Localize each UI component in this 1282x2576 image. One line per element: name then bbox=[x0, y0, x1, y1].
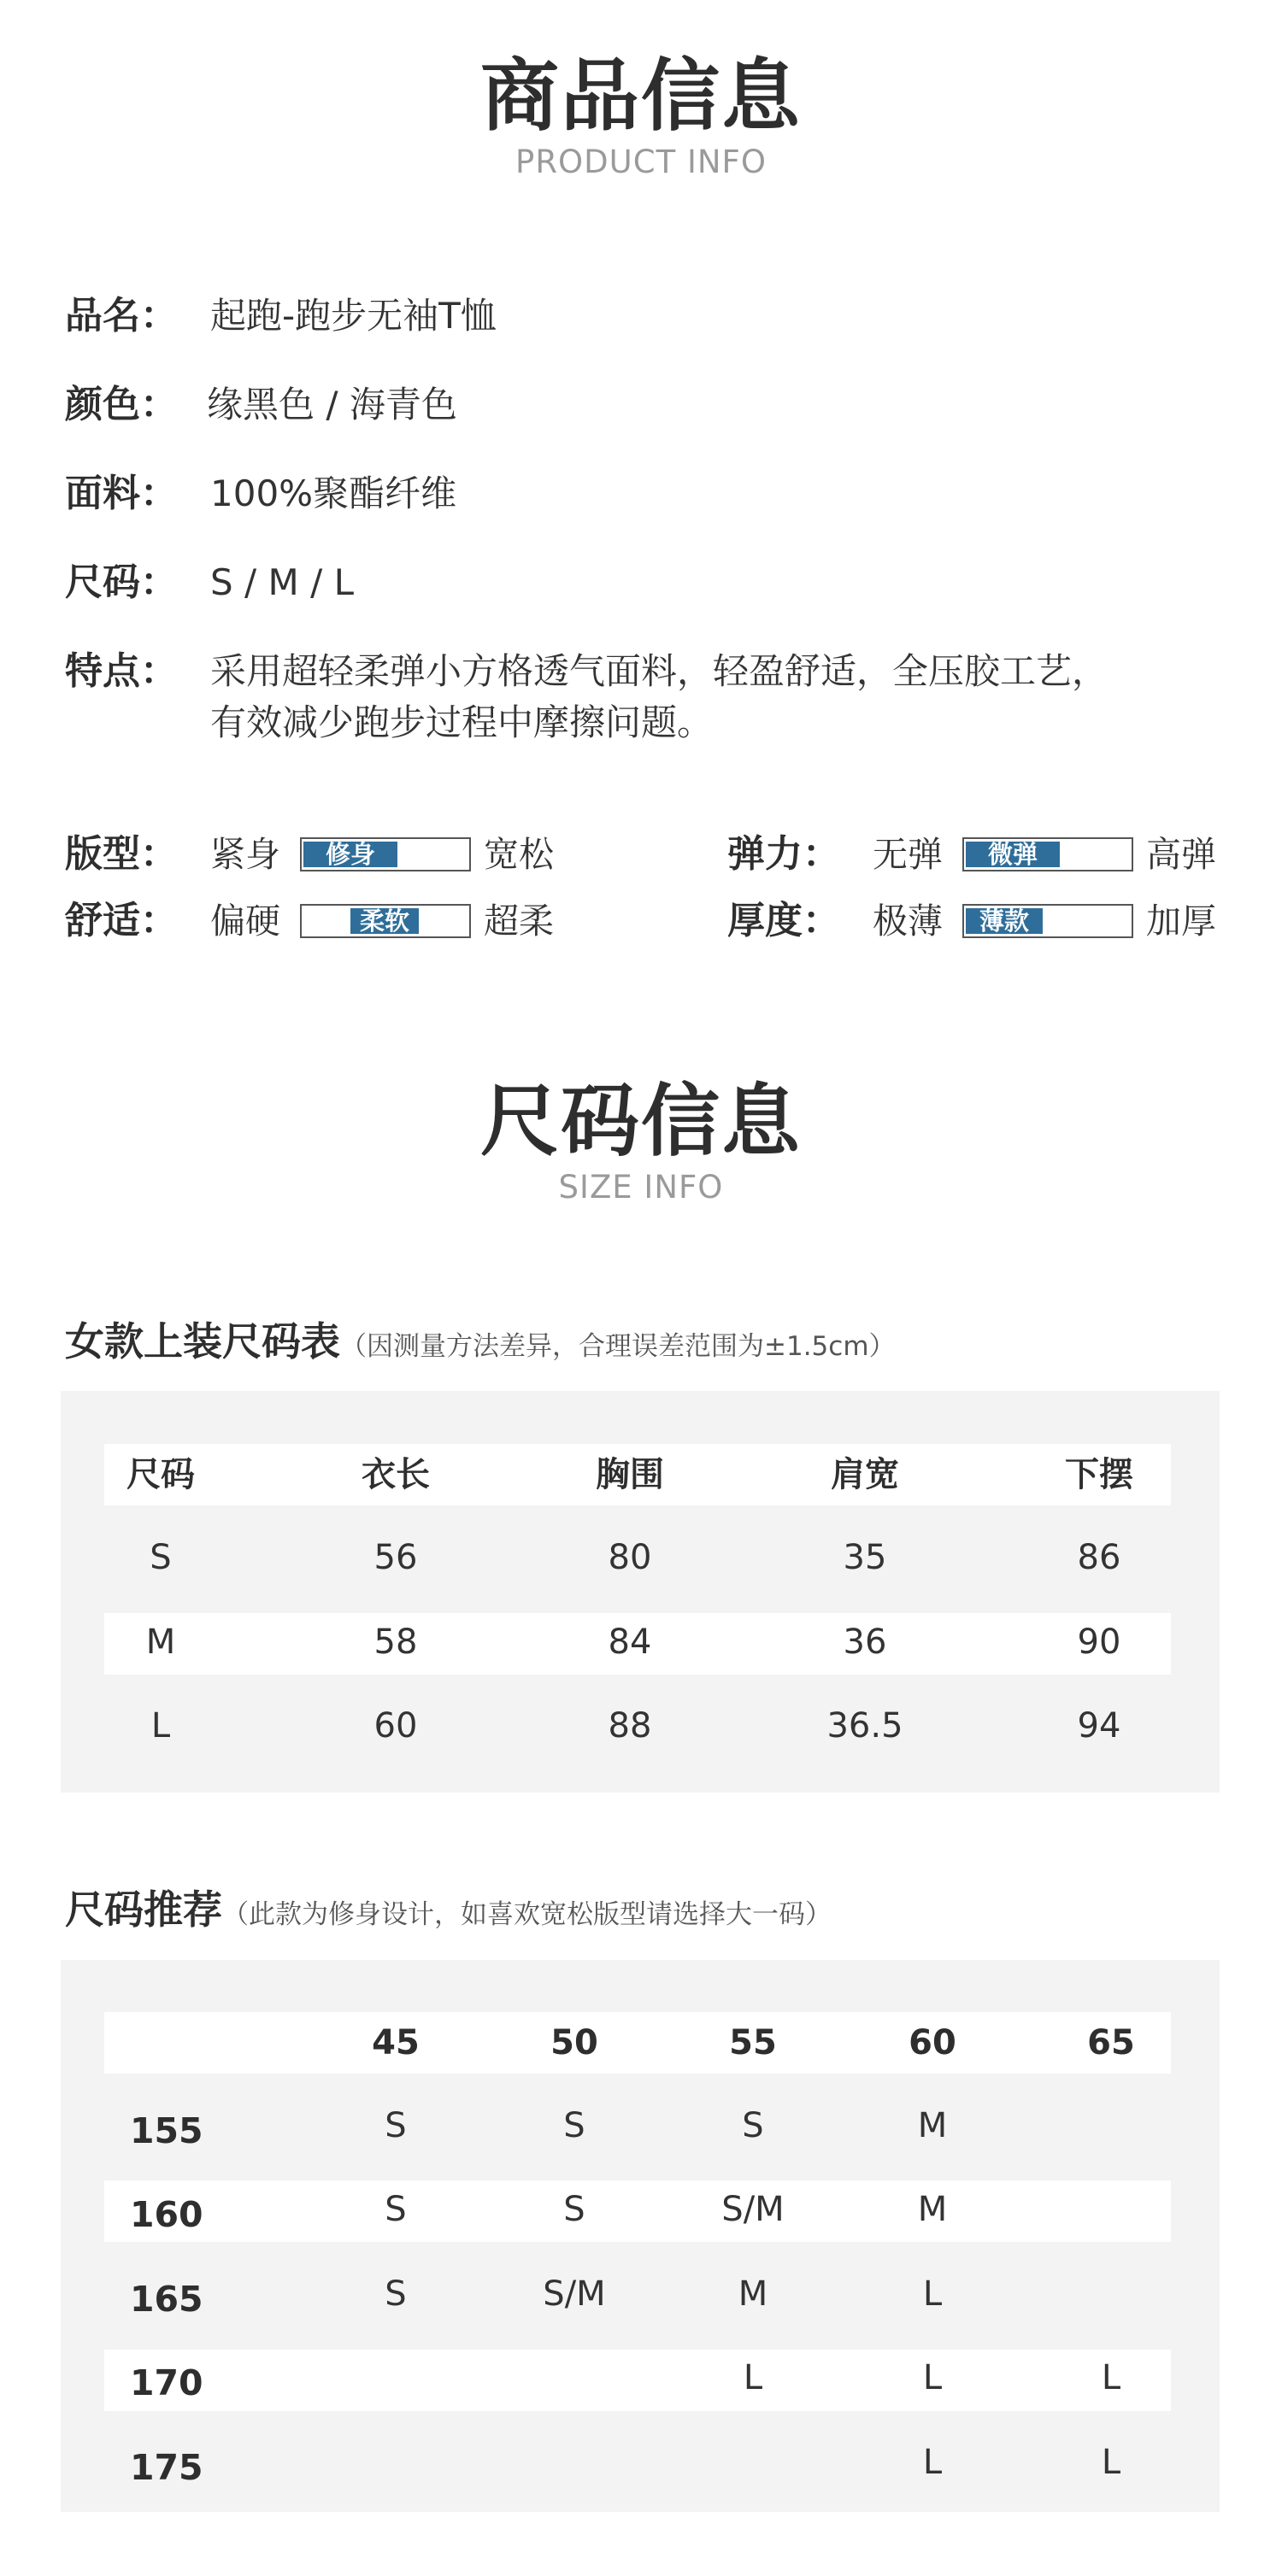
features-label: 特点： bbox=[65, 649, 178, 693]
comfort-scale-marker: 柔软 bbox=[350, 908, 419, 934]
recommend-size-cell: S/M bbox=[543, 2274, 606, 2314]
size-table-cell: L bbox=[150, 1706, 171, 1746]
recommend-table-header-cell: 65 bbox=[1087, 2023, 1135, 2063]
product-info-subtitle: PRODUCT INFO bbox=[515, 144, 767, 180]
fit-label: 版型： bbox=[65, 832, 178, 876]
fabric-label: 面料： bbox=[65, 472, 178, 515]
elasticity-left-word: 无弹 bbox=[873, 834, 943, 875]
size-table-cell: M bbox=[145, 1622, 176, 1662]
recommend-size-cell: S bbox=[563, 2106, 585, 2145]
thickness-scale-marker: 薄款 bbox=[966, 908, 1043, 934]
thickness-right-word: 加厚 bbox=[1146, 901, 1216, 942]
size-table-cell: 58 bbox=[373, 1622, 418, 1662]
comfort-right-word: 超柔 bbox=[484, 901, 554, 942]
fit-scale-bar bbox=[300, 837, 471, 871]
size-table-header-cell: 尺码 bbox=[126, 1455, 195, 1494]
color-value: 缘黑色 / 海青色 bbox=[207, 384, 457, 425]
size-table-cell: 86 bbox=[1077, 1538, 1121, 1577]
size-table-cell: 84 bbox=[608, 1622, 652, 1662]
fit-right-word: 宽松 bbox=[484, 834, 554, 875]
recommend-size-cell: S bbox=[742, 2106, 764, 2145]
size-value: S / M / L bbox=[210, 561, 354, 603]
size-table-header-cell: 下摆 bbox=[1065, 1455, 1133, 1494]
comfort-scale-bar bbox=[300, 904, 471, 938]
size-table-cell: 36 bbox=[843, 1622, 887, 1662]
fit-left-word: 紧身 bbox=[210, 834, 280, 875]
recommend-size-cell: L bbox=[1101, 2443, 1121, 2482]
size-info-title: 尺码信息 bbox=[479, 1076, 802, 1167]
thickness-scale-bar bbox=[962, 904, 1133, 938]
recommend-table-header-cell: 45 bbox=[372, 2023, 420, 2063]
size-table-cell: 90 bbox=[1077, 1622, 1121, 1662]
size-label: 尺码： bbox=[65, 560, 178, 604]
size-table-cell: 80 bbox=[608, 1538, 652, 1577]
recommend-size-cell: S bbox=[385, 2274, 407, 2314]
recommend-size-cell: S bbox=[563, 2190, 585, 2229]
recommend-table-header-cell: 50 bbox=[550, 2023, 598, 2063]
recommend-height-cell: 155 bbox=[130, 2110, 203, 2151]
size-table-note: （因测量方法差异，合理误差范围为±1.5cm） bbox=[340, 1331, 896, 1362]
recommend-size-cell: L bbox=[743, 2358, 763, 2397]
size-table-header-cell: 肩宽 bbox=[831, 1455, 899, 1494]
product-name-value: 起跑-跑步无袖T恤 bbox=[210, 295, 497, 337]
recommend-size-cell: S bbox=[385, 2190, 407, 2229]
size-info-heading bbox=[0, 1075, 1282, 1206]
recommend-size-cell: L bbox=[922, 2358, 943, 2397]
recommend-size-cell: S/M bbox=[721, 2190, 785, 2229]
size-table-header-cell: 衣长 bbox=[362, 1455, 430, 1494]
size-table-cell: 60 bbox=[373, 1706, 418, 1746]
thickness-left-word: 极薄 bbox=[873, 901, 943, 942]
recommend-size-cell: M bbox=[917, 2106, 948, 2145]
recommend-height-cell: 165 bbox=[130, 2279, 203, 2320]
recommend-size-cell: L bbox=[1101, 2358, 1121, 2397]
elasticity-scale-bar bbox=[962, 837, 1133, 871]
size-table-title-text: 女款上装尺码表 bbox=[65, 1318, 340, 1364]
size-table-cell: 35 bbox=[843, 1538, 887, 1577]
recommend-table-header-cell: 55 bbox=[729, 2023, 777, 2063]
recommend-height-cell: 160 bbox=[130, 2194, 203, 2235]
size-table-cell: 56 bbox=[373, 1538, 418, 1577]
size-table-cell: 36.5 bbox=[826, 1706, 903, 1746]
elasticity-right-word: 高弹 bbox=[1146, 834, 1216, 875]
size-table-cell: S bbox=[150, 1538, 172, 1577]
product-name-label: 品名： bbox=[65, 294, 178, 337]
product-info-heading bbox=[0, 50, 1282, 181]
comfort-label: 舒适： bbox=[65, 899, 178, 942]
size-info-subtitle: SIZE INFO bbox=[558, 1169, 724, 1206]
size-table-cell: 94 bbox=[1077, 1706, 1121, 1746]
color-label: 颜色： bbox=[65, 383, 178, 426]
size-table-title bbox=[65, 1316, 896, 1372]
fit-scale-marker: 修身 bbox=[303, 842, 397, 867]
product-info-title: 商品信息 bbox=[479, 50, 802, 142]
recommend-size-cell: S bbox=[385, 2106, 407, 2145]
recommend-table-header-cell: 60 bbox=[909, 2023, 956, 2063]
comfort-left-word: 偏硬 bbox=[210, 901, 280, 942]
elasticity-label: 弹力： bbox=[727, 832, 840, 876]
recommend-size-cell: L bbox=[922, 2274, 943, 2314]
recommend-size-cell: M bbox=[917, 2190, 948, 2229]
recommend-table-stripe-row bbox=[104, 2350, 1171, 2411]
recommend-height-cell: 170 bbox=[130, 2362, 203, 2403]
recommend-table-note: （此款为修身设计，如喜欢宽松版型请选择大一码） bbox=[222, 1899, 832, 1930]
features-value-line2: 有效减少跑步过程中摩擦问题。 bbox=[210, 701, 714, 743]
elasticity-scale-marker: 微弹 bbox=[966, 842, 1060, 867]
recommend-table-title bbox=[65, 1884, 832, 1940]
features-value-line1: 采用超轻柔弹小方格透气面料，轻盈舒适，全压胶工艺， bbox=[210, 650, 1109, 692]
size-table-cell: 88 bbox=[608, 1706, 652, 1746]
thickness-label: 厚度： bbox=[727, 899, 840, 942]
recommend-size-cell: L bbox=[922, 2443, 943, 2482]
recommend-table-title-text: 尺码推荐 bbox=[65, 1887, 222, 1933]
recommend-size-cell: M bbox=[738, 2274, 768, 2314]
size-table-header-cell: 胸围 bbox=[596, 1455, 664, 1494]
recommend-height-cell: 175 bbox=[130, 2447, 203, 2488]
fabric-value: 100%聚酯纤维 bbox=[210, 472, 457, 514]
